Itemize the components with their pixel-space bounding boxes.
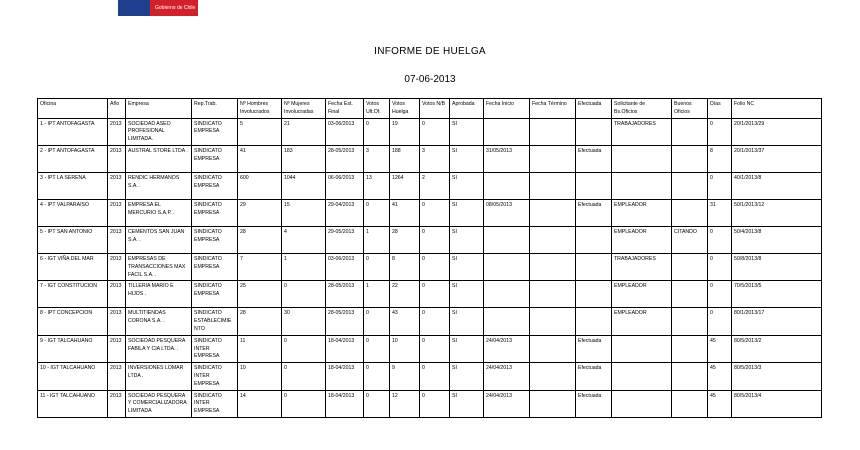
column-header: Empresa [126, 99, 192, 119]
table-cell: 8 - IPT CONCEPCION [38, 308, 108, 335]
table-cell [612, 390, 672, 417]
table-cell [672, 363, 708, 390]
column-header: Días [708, 99, 732, 119]
table-cell: 24/04/2013 [484, 363, 530, 390]
table-cell: 0 [282, 335, 326, 362]
column-header: Fecha Est. Final [326, 99, 364, 119]
table-cell [530, 118, 576, 145]
column-header: Efectuada [576, 99, 612, 119]
table-cell: Efectuada [576, 363, 612, 390]
table-cell: 41 [390, 199, 420, 226]
table-cell: 50/4/2013/8 [732, 226, 822, 253]
table-cell: 0 [420, 335, 450, 362]
table-cell: INVERSIONES LOMAR LTDA . [126, 363, 192, 390]
table-cell: 0 [420, 199, 450, 226]
table-cell: SI [450, 335, 484, 362]
table-cell [612, 145, 672, 172]
table-cell [484, 253, 530, 280]
table-cell: SI [450, 145, 484, 172]
table-cell [672, 308, 708, 335]
table-cell: SOCIEDAD ASEO PROFESIONAL LIMITADA. [126, 118, 192, 145]
table-row [38, 145, 822, 172]
table-cell: 0 [420, 118, 450, 145]
table-cell: 2 [420, 172, 450, 199]
table-row [38, 253, 822, 280]
column-header: Oficina [38, 99, 108, 119]
table-cell: 3 - IPT LA SERENA [38, 172, 108, 199]
table-cell [576, 253, 612, 280]
table-cell: 06-06/2013 [326, 172, 364, 199]
table-cell: 9 - IGT TALCAHUANO [38, 335, 108, 362]
table-cell: 03-06/2013 [326, 253, 364, 280]
column-header: Solicitante de Bs.Oficios [612, 99, 672, 119]
table-cell: 7 - IGT CONSTITUCION [38, 281, 108, 308]
table-cell: 0 [708, 118, 732, 145]
table-cell: 28 [390, 226, 420, 253]
table-cell: SINDICATO EMPRESA [192, 145, 238, 172]
table-cell: SI [450, 253, 484, 280]
table-cell: 3 [420, 145, 450, 172]
table-cell: 18-04/2013 [326, 363, 364, 390]
table-cell: 0 [420, 226, 450, 253]
table-cell [576, 172, 612, 199]
table-cell: 20/1/2013/29 [732, 118, 822, 145]
table-cell: 183 [282, 145, 326, 172]
table-cell: 0 [282, 281, 326, 308]
table-header-row [38, 99, 822, 119]
table-cell: SINDICATO INTER EMPRESA [192, 335, 238, 362]
table-cell: SINDICATO EMPRESA [192, 199, 238, 226]
table-cell: 22 [390, 281, 420, 308]
table-cell [672, 172, 708, 199]
table-cell [530, 253, 576, 280]
table-cell: 10 [390, 335, 420, 362]
table-cell [612, 363, 672, 390]
column-header: Nº Mujeres Involucradas [282, 99, 326, 119]
table-cell: 10 - IGT TALCAHUANO [38, 363, 108, 390]
table-cell: 29 [238, 199, 282, 226]
table-row [38, 226, 822, 253]
table-cell: SINDICATO EMPRESA [192, 253, 238, 280]
table-cell: 0 [364, 118, 390, 145]
table-cell: 0 [364, 308, 390, 335]
column-header: Buenos Oficios [672, 99, 708, 119]
table-cell: 2013 [108, 118, 126, 145]
table-cell [612, 335, 672, 362]
table-cell: 1044 [282, 172, 326, 199]
table-cell [576, 308, 612, 335]
table-cell: 40/1/2013/8 [732, 172, 822, 199]
table-cell: 0 [364, 253, 390, 280]
table-cell: EMPRESA EL MERCURIO S.A.P. . [126, 199, 192, 226]
table-cell: 0 [282, 390, 326, 417]
table-cell: 0 [420, 363, 450, 390]
table-cell [530, 308, 576, 335]
table-cell: 70/5/2013/5 [732, 281, 822, 308]
table-cell: Efectuada [576, 199, 612, 226]
table-cell [484, 281, 530, 308]
table-cell: 28-05/2013 [326, 281, 364, 308]
column-header: Fecha Término [530, 99, 576, 119]
table-cell: SI [450, 172, 484, 199]
table-cell: 2013 [108, 172, 126, 199]
table-cell: 600 [238, 172, 282, 199]
table-cell: 1 [364, 281, 390, 308]
table-cell [530, 145, 576, 172]
table-cell: 28 [238, 226, 282, 253]
table-row [38, 308, 822, 335]
table-cell: 8 [390, 253, 420, 280]
table-cell: 0 [364, 335, 390, 362]
table-cell [672, 145, 708, 172]
table-cell [530, 172, 576, 199]
table-cell: 50/1/2013/12 [732, 199, 822, 226]
table-cell [612, 172, 672, 199]
table-cell [672, 199, 708, 226]
table-cell: 18-04/2013 [326, 335, 364, 362]
table-row [38, 199, 822, 226]
table-row [38, 281, 822, 308]
table-cell: 24/04/2013 [484, 335, 530, 362]
table-cell: EMPLEADOR [612, 226, 672, 253]
table-cell: 31 [708, 199, 732, 226]
table-cell [530, 363, 576, 390]
table-cell [530, 199, 576, 226]
table-cell: 0 [708, 253, 732, 280]
table-cell [530, 390, 576, 417]
table-cell: SI [450, 199, 484, 226]
table-cell: 2013 [108, 281, 126, 308]
table-cell: 43 [390, 308, 420, 335]
table-cell: 30 [282, 308, 326, 335]
table-cell: 08/05/2013 [484, 199, 530, 226]
strike-report-table [37, 98, 822, 418]
table-cell: 10 [238, 363, 282, 390]
table-cell: 1 - IPT ANTOFAGASTA [38, 118, 108, 145]
table-cell: 6 - IGT VIÑA DEL MAR [38, 253, 108, 280]
table-cell: CEMENTOS SAN JUAN S.A. . [126, 226, 192, 253]
column-header: Votos N/B [420, 99, 450, 119]
table-cell: 0 [282, 363, 326, 390]
table-cell: 80/5/2013/3 [732, 363, 822, 390]
table-cell: 5 [238, 118, 282, 145]
table-cell: 15 [282, 199, 326, 226]
table-cell [576, 226, 612, 253]
table-cell: Efectuada [576, 390, 612, 417]
table-cell: SI [450, 281, 484, 308]
table-cell: 20/1/2013/37 [732, 145, 822, 172]
table-cell: SINDICATO INTER EMPRESA [192, 390, 238, 417]
table-cell [672, 390, 708, 417]
table-cell: 21 [282, 118, 326, 145]
table-cell: 24/04/2013 [484, 390, 530, 417]
table-cell: EMPLEADOR [612, 281, 672, 308]
table-cell: 2013 [108, 335, 126, 362]
table-cell: 0 [708, 226, 732, 253]
table-cell: 0 [420, 390, 450, 417]
table-cell: Efectuada [576, 145, 612, 172]
column-header: Año [108, 99, 126, 119]
table-cell: 2013 [108, 363, 126, 390]
table-cell: 0 [420, 281, 450, 308]
table-cell: 8 [708, 145, 732, 172]
logo-text: Gobierno de Chile [155, 5, 196, 11]
table-cell: 0 [420, 253, 450, 280]
report-title: INFORME DE HUELGA [374, 46, 486, 57]
column-header: Votos Huelga [390, 99, 420, 119]
table-cell: 2013 [108, 253, 126, 280]
table-cell: 0 [364, 199, 390, 226]
table-cell: EMPLEADOR [612, 199, 672, 226]
table-cell: Efectuada [576, 335, 612, 362]
table-cell: 03-06/2013 [326, 118, 364, 145]
table-cell: 80/1/2013/17 [732, 308, 822, 335]
table-cell: SOCIEDAD PESQUERA Y COMERCIALIZADORA LIMITADA [126, 390, 192, 417]
table-cell [576, 281, 612, 308]
table-cell: SINDICATO EMPRESA [192, 281, 238, 308]
table-cell: 9 [390, 363, 420, 390]
table-cell: SINDICATO INTER EMPRESA [192, 363, 238, 390]
table-cell: 0 [708, 172, 732, 199]
table-cell: SOCIEDAD PESQUERA FABILA Y CIA LTDA. . [126, 335, 192, 362]
table-row [38, 363, 822, 390]
table-cell: 0 [420, 308, 450, 335]
table-cell [484, 172, 530, 199]
table-cell: 2013 [108, 199, 126, 226]
table-cell: 2013 [108, 308, 126, 335]
table-cell: 80/5/2013/4 [732, 390, 822, 417]
table-cell: MULTITIENDAS CORONA S.A. . [126, 308, 192, 335]
table-cell: SI [450, 363, 484, 390]
table-cell: 41 [238, 145, 282, 172]
table-row [38, 118, 822, 145]
table-cell [672, 253, 708, 280]
table-cell: 2013 [108, 145, 126, 172]
table-cell: CITANDO [672, 226, 708, 253]
table-cell: 28-05/2013 [326, 145, 364, 172]
table-cell: TRABAJADORES [612, 253, 672, 280]
table-cell: TRABAJADORES [612, 118, 672, 145]
table-cell: 188 [390, 145, 420, 172]
table-cell: SI [450, 390, 484, 417]
table-cell [530, 281, 576, 308]
table-cell: 13 [364, 172, 390, 199]
table-cell: 7 [238, 253, 282, 280]
table-cell: SINDICATO EMPRESA [192, 118, 238, 145]
table-cell: SINDICATO ESTABLECIMIENTO [192, 308, 238, 335]
column-header: Fecha Inicio [484, 99, 530, 119]
table-cell: 45 [708, 390, 732, 417]
table-cell: 1 [364, 226, 390, 253]
table-cell: EMPLEADOR [612, 308, 672, 335]
table-cell: 80/5/2013/2 [732, 335, 822, 362]
table-cell: 18-04/2013 [326, 390, 364, 417]
table-cell: 5 - IPT SAN ANTONIO [38, 226, 108, 253]
table-cell: 14 [238, 390, 282, 417]
table-cell: 28 [238, 308, 282, 335]
table-cell [484, 226, 530, 253]
table-cell: SINDICATO EMPRESA [192, 226, 238, 253]
table-cell: 45 [708, 363, 732, 390]
report-date: 07-06-2013 [404, 74, 456, 85]
table-cell: 29-05/2013 [326, 226, 364, 253]
table-cell: AUSTRAL STORE LTDA . [126, 145, 192, 172]
table-cell: 0 [364, 390, 390, 417]
table-row [38, 172, 822, 199]
table-cell: 1264 [390, 172, 420, 199]
table-cell: 19 [390, 118, 420, 145]
table-cell: SINDICATO EMPRESA [192, 172, 238, 199]
table-row [38, 335, 822, 362]
table-cell [672, 118, 708, 145]
table-cell [672, 335, 708, 362]
table-cell: 0 [708, 281, 732, 308]
table-cell [576, 118, 612, 145]
table-cell: 31/05/2013 [484, 145, 530, 172]
table-cell: 45 [708, 335, 732, 362]
table-cell [530, 335, 576, 362]
table-cell: 0 [364, 363, 390, 390]
table-cell: 11 [238, 335, 282, 362]
table-cell: 3 [364, 145, 390, 172]
table-cell: 2013 [108, 390, 126, 417]
column-header: Folio NC [732, 99, 822, 119]
table-cell [484, 308, 530, 335]
table-cell: EMPRESAS DE TRANSACCIONES MAX FACIL S.A. . [126, 253, 192, 280]
table-cell: 25 [238, 281, 282, 308]
table-cell: 2 - IPT ANTOFAGASTA [38, 145, 108, 172]
column-header: Rep.Trab. [192, 99, 238, 119]
table-cell [530, 226, 576, 253]
table-cell: 50/8/2013/8 [732, 253, 822, 280]
table-cell: SI [450, 226, 484, 253]
table-cell: 4 [282, 226, 326, 253]
table-cell: RENDIC HERMANOS S.A. . [126, 172, 192, 199]
table-cell: 4 - IPT VALPARAISO [38, 199, 108, 226]
table-row [38, 390, 822, 417]
table-cell: 11 - IGT TALCAHUANO [38, 390, 108, 417]
table-cell: SI [450, 308, 484, 335]
table-cell: 28-05/2013 [326, 308, 364, 335]
table-cell: 0 [708, 308, 732, 335]
column-header: Votos Ult.Of. [364, 99, 390, 119]
table-cell [672, 281, 708, 308]
table-cell [484, 118, 530, 145]
table-cell: TILLERIA MARIO E HIJOS . [126, 281, 192, 308]
table-cell: 1 [282, 253, 326, 280]
table-cell: SI [450, 118, 484, 145]
column-header: Aprobada [450, 99, 484, 119]
table-cell: 2013 [108, 226, 126, 253]
column-header: Nº Hombres Involucrados [238, 99, 282, 119]
table-cell: 12 [390, 390, 420, 417]
table-cell: 29-04/2013 [326, 199, 364, 226]
